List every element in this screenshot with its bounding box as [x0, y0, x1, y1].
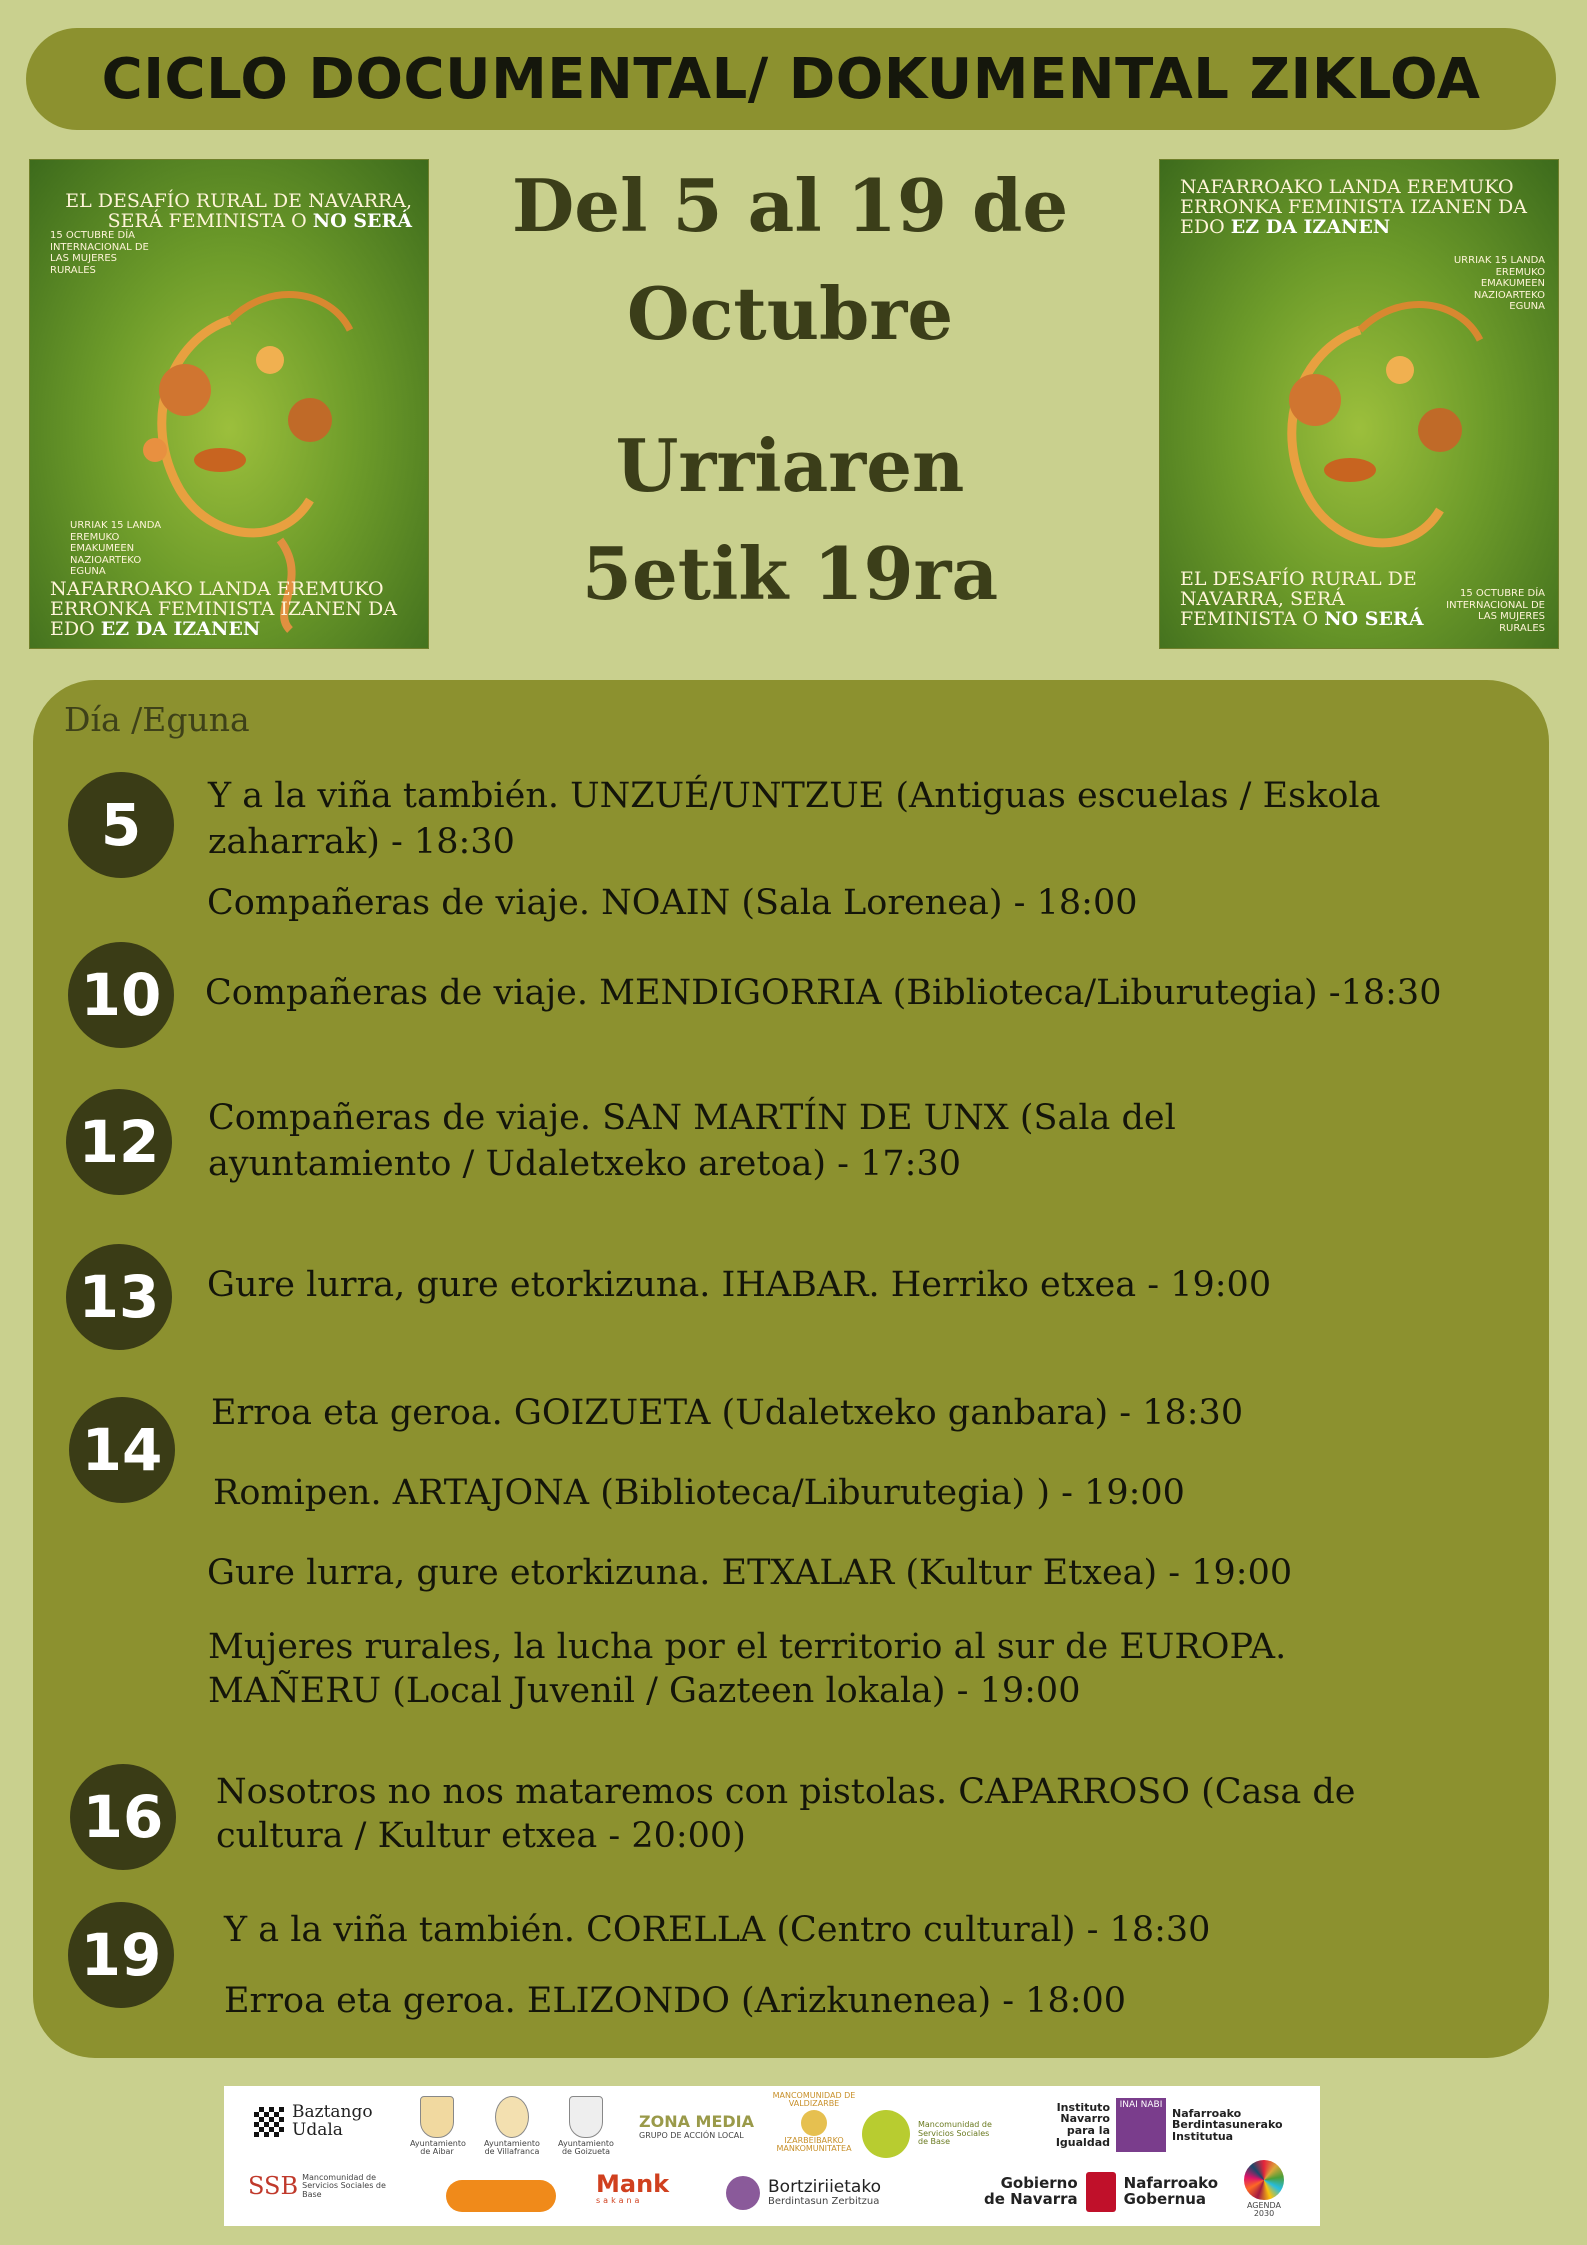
inai-line3: para la Igualdad [1055, 2124, 1110, 2149]
sdg-wheel-icon [1244, 2160, 1284, 2200]
zona-media-label: ZONA MEDIA [639, 2112, 755, 2131]
bortziri-label: Bortziriietako [768, 2176, 881, 2197]
bortziri-logo [726, 2176, 881, 2210]
agenda-2030-logo [1242, 2160, 1286, 2219]
circle-icon [862, 2110, 910, 2158]
orange-badge-icon [446, 2180, 556, 2212]
ssb-label: SSB [248, 2172, 299, 2200]
day-badge-5: 5 [68, 772, 174, 878]
day-badge-10: 10 [68, 942, 174, 1048]
flower-icon [801, 2110, 827, 2136]
poster-left-top-text: EL DESAFÍO RURAL DE NAVARRA, SERÁ FEMINISTA [65, 190, 412, 232]
day-badge-13: 13 [66, 1244, 172, 1350]
crest-icon [420, 2096, 454, 2138]
villafranca-logo [482, 2096, 542, 2157]
day-badge-12: 12 [66, 1089, 172, 1195]
event-13-1: Gure lurra, gure etorkizuna. IHABAR. Herriko etxea - 19:00 [207, 1265, 1272, 1305]
circle-icon [726, 2176, 760, 2210]
dates-eu-line1: Urriaren [615, 423, 965, 508]
event-5-1: Y a la viña también. UNZUÉ/UNTZUE (Antiguas escuelas / Eskola zaharrak) - 18:30 [208, 776, 1381, 863]
inai-line1: Instituto [1056, 2100, 1110, 2114]
poster-left-bottom-highlight: EZ DA IZANEN [100, 617, 261, 640]
event-14-2: Romipen. ARTAJONA (Biblioteca/Liburutegia) ) - 19:00 [213, 1473, 1185, 1513]
dates-eu-line2: 5etik 19ra [581, 531, 999, 616]
mank-sub: sakana [596, 2196, 643, 2206]
dates-eu [450, 412, 1130, 628]
goizueta-label: Ayuntamiento de Goizueta [558, 2139, 614, 2157]
orange-logo [446, 2180, 556, 2212]
poster-right-eu-date: URRIAK 15 LANDA EREMUKO EMAKUMEEN NAZIOARTEKO EGUNA [1453, 255, 1545, 312]
bortziri-sub: Berdintasun Zerbitzua [768, 2195, 880, 2207]
baztan-label: Baztango Udala [292, 2102, 373, 2140]
mank-label: Mank [596, 2170, 670, 2198]
ssb-logo [248, 2174, 398, 2199]
sponsors-footer [224, 2086, 1320, 2226]
gob-line1: Gobierno [1000, 2174, 1078, 2193]
event-14-3: Gure lurra, gure etorkizuna. ETXALAR (Kultur Etxea) - 19:00 [207, 1553, 1293, 1593]
aibar-logo [410, 2096, 464, 2157]
agenda-label: AGENDA 2030 [1246, 2201, 1282, 2219]
gob-eu2: Gobernua [1123, 2190, 1207, 2208]
inai-logo [1024, 2098, 1283, 2152]
poster-left-eu-date: URRIAK 15 LANDA EREMUKO EMAKUMEEN NAZIOARTEKO EGUNA [70, 520, 162, 577]
poster-right-top-text: NAFARROAKO LANDA EREMUKO ERRONKA FEMINISTA IZANEN DA EDO [1180, 176, 1527, 238]
event-19-1: Y a la viña también. CORELLA (Centro cultural) - 18:30 [224, 1910, 1211, 1950]
day-badge-19: 19 [68, 1902, 174, 2008]
baztan-logo [254, 2104, 378, 2140]
gob-line2: de Navarra [984, 2190, 1078, 2208]
mancom-social-label: Mancomunidad de Servicios Sociales de Base [918, 2120, 992, 2147]
inai-line2: Navarro [1060, 2112, 1110, 2126]
mancom-social-logo [862, 2110, 996, 2158]
crest-icon [495, 2096, 529, 2138]
crest-icon [569, 2096, 603, 2138]
schedule-column-header: Día /Eguna [64, 700, 250, 739]
page-title: CICLO DOCUMENTAL/ DOKUMENTAL ZIKLOA [101, 46, 1481, 112]
poster-right-bottom-text: EL DESAFÍO RURAL DE NAVARRA, SERÁ FEMINISTA O [1180, 568, 1417, 630]
event-5-2: Compañeras de viaje. NOAIN (Sala Lorenea) - 18:00 [207, 883, 1138, 923]
valdizarbe-label: MANCOMUNIDAD DE VALDIZARBE [772, 2091, 856, 2109]
dates-es-line1: Del 5 al 19 de [511, 163, 1069, 248]
dates-es [450, 152, 1130, 368]
goizueta-logo [558, 2096, 614, 2157]
checker-icon [254, 2107, 284, 2137]
poster-left-date-text: 15 OCTUBRE DÍA INTERNACIONAL DE LAS MUJERES RURALES [50, 230, 149, 276]
event-12-1: Compañeras de viaje. SAN MARTÍN DE UNX (Sala del ayuntamiento / Udaletxeko aretoa) - 17:30 [208, 1098, 1176, 1185]
day-badge-14: 14 [69, 1397, 175, 1503]
gobierno-logo [984, 2172, 1218, 2212]
event-16-1: Nosotros no nos mataremos con pistolas. CAPARROSO (Casa de cultura / Kultur etxea - 20:00) [216, 1772, 1356, 1857]
aibar-label: Ayuntamiento de Aibar [410, 2139, 466, 2157]
inai-badge: INAI NABI [1116, 2098, 1166, 2152]
poster-left [30, 160, 428, 648]
poster-left-top-tail: O [291, 209, 307, 232]
title-banner [26, 28, 1556, 130]
poster-right-top-highlight: EZ DA IZANEN [1230, 215, 1391, 238]
valdizarbe-logo [764, 2092, 864, 2154]
navarra-crest-icon [1086, 2172, 1116, 2212]
poster-right [1160, 160, 1558, 648]
inai-eu2: Berdintasunerako [1172, 2118, 1283, 2132]
poster-left-bottom-text: NAFARROAKO LANDA EREMUKO ERRONKA FEMINISTA IZANEN DA EDO [50, 578, 397, 640]
poster-right-bottom-highlight: NO SERÁ [1324, 607, 1424, 630]
inai-eu1: Nafarroako [1172, 2106, 1242, 2120]
event-14-1: Erroa eta geroa. GOIZUETA (Udaletxeko ganbara) - 18:30 [211, 1393, 1244, 1433]
ssb-sub: Mancomunidad de Servicios Sociales de Base [302, 2173, 386, 2199]
day-badge-16: 16 [70, 1764, 176, 1870]
dates-es-line2: Octubre [626, 271, 954, 356]
mank-logo [596, 2172, 669, 2206]
poster-left-top-highlight: NO SERÁ [312, 209, 412, 232]
zona-media-sub: GRUPO DE ACCIÓN LOCAL [639, 2130, 744, 2140]
poster-right-date-text: 15 OCTUBRE DÍA INTERNACIONAL DE LAS MUJERES RURALES [1446, 588, 1545, 634]
gob-eu1: Nafarroako [1123, 2174, 1219, 2193]
zona-media-logo [639, 2114, 754, 2140]
event-19-2: Erroa eta geroa. ELIZONDO (Arizkunenea) - 18:00 [224, 1981, 1127, 2021]
event-10-1: Compañeras de viaje. MENDIGORRIA (Biblioteca/Liburutegia) -18:30 [205, 973, 1442, 1013]
event-14-4: Mujeres rurales, la lucha por el territorio al sur de EUROPA. MAÑERU (Local Juvenil / Gazteen lokala) - 19:00 [208, 1627, 1287, 1712]
villafranca-label: Ayuntamiento de Villafranca [484, 2139, 540, 2157]
inai-eu3: Institutua [1172, 2129, 1234, 2143]
valdizarbe-eu: IZARBEIBARKO MANKOMUNITATEA [776, 2135, 852, 2154]
